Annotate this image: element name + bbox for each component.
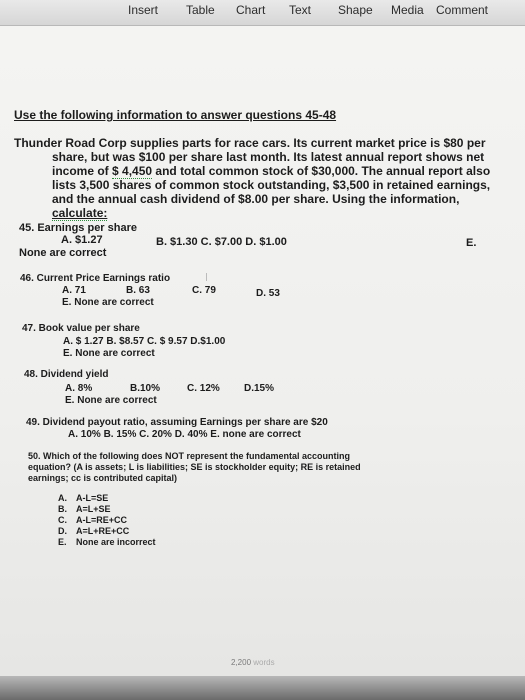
insert-menu[interactable]: Insert [128, 3, 159, 17]
q49-options: A. 10% B. 15% C. 20% D. 40% E. none are correct [68, 429, 301, 440]
q50-option-d-letter: D. [58, 526, 67, 536]
q50-line-3: earnings; cc is contributed capital) [28, 473, 178, 483]
q46-title: 46. Current Price Earnings ratio [20, 273, 171, 284]
comment-menu[interactable]: Comment [436, 3, 489, 17]
q48-option-b: B.10% [130, 383, 161, 394]
shape-menu[interactable]: Shape [338, 3, 373, 17]
q46-option-a: A. 71 [62, 285, 86, 296]
word-count[interactable]: 2,200 words [231, 658, 275, 667]
table-menu[interactable]: Table [186, 3, 215, 17]
q48-option-e: E. None are correct [65, 395, 157, 406]
chart-menu[interactable]: Chart [236, 3, 266, 17]
q48-option-a: A. 8% [65, 383, 93, 394]
q47-title: 47. Book value per share [22, 323, 140, 334]
q50-option-e-letter: E. [58, 537, 67, 547]
q45-option-e-text: None are correct [19, 247, 107, 259]
spellcheck-underline: $ 4,450 [112, 164, 153, 178]
q50-option-a-letter: A. [58, 493, 67, 503]
q46-option-d: D. 53 [256, 288, 280, 299]
intro-line-1: Thunder Road Corp supplies parts for race cars. Its current market price is $80 per [14, 136, 486, 150]
q45-option-e: E. [466, 237, 477, 249]
toolbar [0, 0, 525, 26]
q50-option-b-text: A=L+SE [76, 504, 111, 514]
q50-option-a-text: A-L=SE [76, 493, 109, 503]
q47-option-e: E. None are correct [63, 348, 155, 359]
q50-option-d-text: A=L+RE+CC [76, 526, 130, 536]
q50-option-c-text: A-L=RE+CC [76, 515, 128, 525]
document-page[interactable] [0, 26, 525, 676]
q46-option-b: B. 63 [126, 285, 150, 296]
q49-title: 49. Dividend payout ratio, assuming Earnings per share are $20 [26, 417, 328, 428]
intro-line-6: calculate: [52, 206, 108, 220]
q50-line-1: 50. Which of the following does NOT represent the fundamental accounting [28, 451, 351, 461]
intro-line-3: income of $ 4,450 and total common stock of $30,000. The annual report also [52, 164, 491, 178]
q48-option-c: C. 12% [187, 383, 220, 394]
q48-title: 48. Dividend yield [24, 369, 109, 380]
q46-option-c: C. 79 [192, 285, 216, 296]
q45-option-a: A. $1.27 [61, 234, 103, 246]
q50-option-e-text: None are incorrect [76, 537, 156, 547]
section-heading: Use the following information to answer questions 45-48 [14, 108, 337, 122]
intro-line-5: and the annual cash dividend of $8.00 per share. Using the information, [52, 192, 460, 206]
q50-line-2: equation? (A is assets; L is liabilities; SE is stockholder equity; RE is retained [28, 462, 361, 472]
q50-option-b-letter: B. [58, 504, 67, 514]
text-cursor [206, 273, 207, 281]
q46-option-e: E. None are correct [62, 297, 154, 308]
q45-options-bcd: B. $1.30 C. $7.00 D. $1.00 [156, 236, 287, 248]
q48-option-d: D.15% [244, 383, 275, 394]
intro-line-2: share, but was $100 per share last month. Its latest annual report shows net [52, 150, 485, 164]
q47-options-abcd: A. $ 1.27 B. $8.57 C. $ 9.57 D.$1.00 [63, 336, 226, 347]
text-menu[interactable]: Text [289, 3, 312, 17]
q50-option-c-letter: C. [58, 515, 67, 525]
intro-line-4: lists 3,500 shares of common stock outstanding, $3,500 in retained earnings, [52, 178, 491, 192]
media-menu[interactable]: Media [391, 3, 424, 17]
bottom-bar [0, 676, 525, 700]
q45-title: 45. Earnings per share [19, 222, 137, 234]
